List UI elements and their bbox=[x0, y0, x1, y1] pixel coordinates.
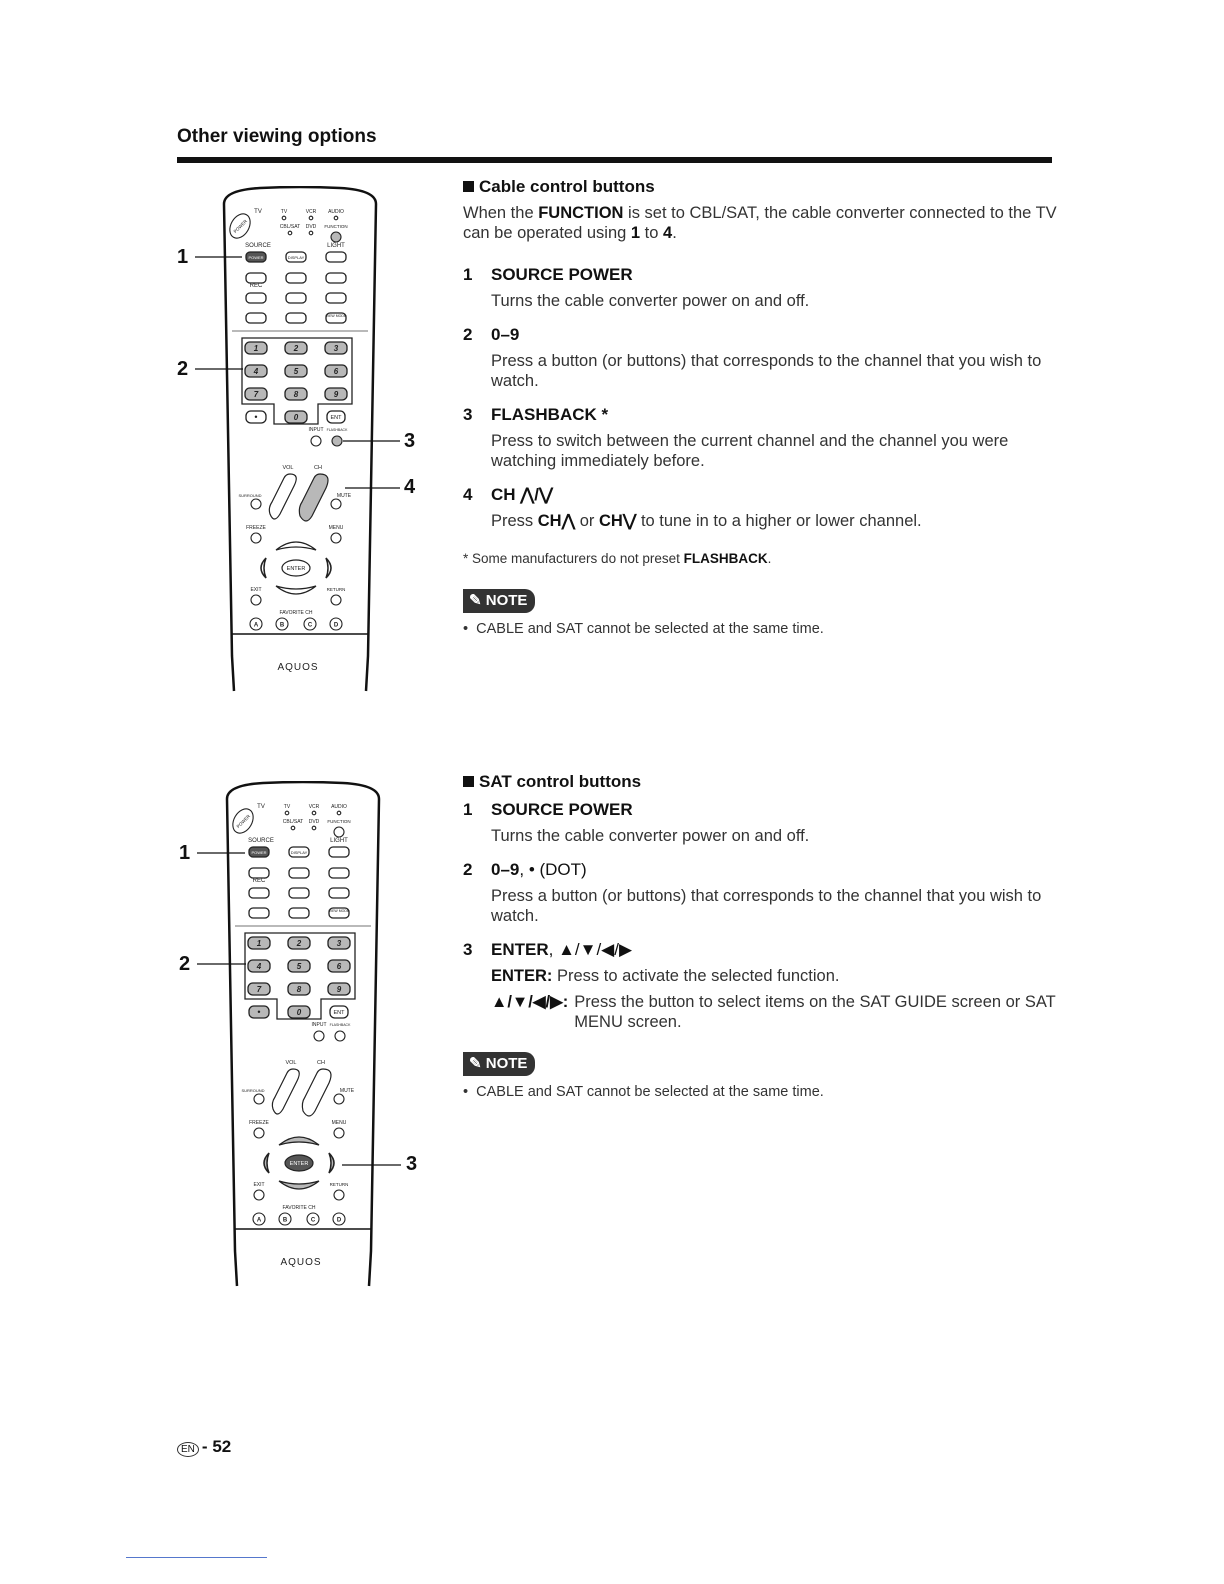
label-enter: ENTER bbox=[289, 1161, 309, 1167]
note-bullet: • CABLE and SAT cannot be selected at the same time. bbox=[463, 621, 824, 637]
digit-label: 6 bbox=[336, 962, 342, 971]
label-freeze: FREEZE bbox=[246, 525, 266, 531]
digit-label: 5 bbox=[296, 962, 302, 971]
dot-label: • bbox=[257, 1007, 261, 1017]
digit-label: 2 bbox=[293, 344, 299, 353]
label-surround: SURROUND bbox=[241, 1088, 265, 1093]
digit-label: 8 bbox=[293, 390, 299, 399]
label-source: SOURCE bbox=[248, 838, 274, 844]
callout-3: 3 bbox=[406, 1153, 418, 1175]
label-freeze: FREEZE bbox=[249, 1120, 269, 1126]
page-number: EN - 52 bbox=[177, 1437, 231, 1457]
callout-4: 4 bbox=[404, 476, 416, 498]
label-vol: VOL bbox=[285, 1060, 297, 1066]
sat-item-1: 1 SOURCE POWER Turns the cable converter power on and off. bbox=[463, 800, 810, 845]
label-ch: CH bbox=[314, 465, 322, 471]
digit-label: 4 bbox=[256, 962, 262, 971]
label-tv-function: TV bbox=[280, 209, 288, 215]
label-function: FUNCTION bbox=[324, 224, 348, 229]
label-input: INPUT bbox=[311, 1022, 327, 1028]
favorite-label: D bbox=[333, 622, 339, 629]
digit-label: 2 bbox=[296, 939, 302, 948]
dot-label: • bbox=[254, 412, 258, 422]
sat-item-3: 3 ENTER, ▲/▼/◀/▶ ENTER: Press to activate the selected function. ▲/▼/◀/▶: Press the button to select items on the SAT GUIDE screen or SAT MENU screen. bbox=[463, 940, 1056, 1031]
sat-section bbox=[463, 772, 1063, 1102]
ent-label: ENT bbox=[330, 415, 342, 421]
label-favorite-ch: FAVORITE CH bbox=[282, 1205, 316, 1211]
label-ch: CH bbox=[317, 1060, 325, 1066]
label-display: DISPLAY bbox=[287, 255, 305, 260]
favorite-label: C bbox=[310, 1217, 316, 1224]
label-mute: MUTE bbox=[339, 1088, 355, 1094]
label-tv-function: TV bbox=[283, 804, 291, 810]
cable-item-1: 1 SOURCE POWER Turns the cable converter power on and off. bbox=[463, 265, 810, 310]
callout-3: 3 bbox=[404, 430, 416, 452]
sat-item-2: 2 0–9, • (DOT) Press a button (or buttons) that corresponds to the channel that you wish to watch. bbox=[463, 860, 1042, 925]
note-bullet: • CABLE and SAT cannot be selected at the same time. bbox=[463, 1084, 824, 1100]
digit-label: 1 bbox=[253, 344, 259, 353]
digit-label: 3 bbox=[336, 939, 342, 948]
label-light: LIGHT bbox=[330, 838, 348, 844]
label-tv: TV bbox=[257, 804, 265, 810]
cable-intro: When the FUNCTION is set to CBL/SAT, the cable converter connected to the TV can be operated using 1 to 4. bbox=[463, 204, 1057, 242]
label-view-mode: VIEW MODE bbox=[325, 314, 347, 318]
label-power: POWER bbox=[232, 218, 249, 235]
digit-label: 8 bbox=[296, 985, 302, 994]
label-flashback: FLASHBACK bbox=[329, 1023, 351, 1027]
label-dvd: DVD bbox=[305, 224, 317, 230]
callout-1: 1 bbox=[177, 246, 189, 268]
label-light: LIGHT bbox=[327, 243, 345, 249]
label-source-power: POWER bbox=[248, 255, 264, 260]
label-surround: SURROUND bbox=[238, 493, 262, 498]
label-power: POWER bbox=[235, 813, 252, 830]
label-enter: ENTER bbox=[286, 566, 306, 572]
label-function: FUNCTION bbox=[327, 819, 351, 824]
label-input: INPUT bbox=[308, 427, 324, 433]
label-exit: EXIT bbox=[250, 587, 262, 593]
digit-label: 9 bbox=[336, 985, 342, 994]
cable-heading: Cable control buttons bbox=[479, 177, 655, 196]
paperclip-icon: ✎ bbox=[469, 592, 482, 609]
zero-label: 0 bbox=[293, 413, 299, 422]
label-return: RETURN bbox=[329, 1182, 349, 1187]
label-menu: MENU bbox=[328, 525, 344, 531]
callout-2: 2 bbox=[177, 358, 189, 380]
label-vcr: VCR bbox=[308, 804, 320, 810]
label-display: DISPLAY bbox=[290, 850, 308, 855]
digit-label: 3 bbox=[333, 344, 339, 353]
note-badge: ✎ NOTE bbox=[463, 1052, 535, 1076]
favorite-label: B bbox=[279, 622, 285, 629]
cable-item-3: 3 FLASHBACK * Press to switch between the current channel and the channel you were watching immediately before. bbox=[463, 405, 1009, 470]
favorite-label: B bbox=[282, 1217, 288, 1224]
page-title: Other viewing options bbox=[177, 126, 377, 147]
digit-label: 6 bbox=[333, 367, 339, 376]
label-rec: REC bbox=[252, 878, 266, 884]
sat-heading: SAT control buttons bbox=[479, 772, 642, 791]
digit-label: 1 bbox=[256, 939, 262, 948]
digit-label: 7 bbox=[256, 985, 262, 994]
digit-label: 7 bbox=[253, 390, 259, 399]
label-source: SOURCE bbox=[245, 243, 271, 249]
label-source-power: POWER bbox=[251, 850, 267, 855]
note-badge: ✎ NOTE bbox=[463, 589, 535, 613]
square-bullet-icon bbox=[463, 776, 474, 787]
label-cbl-sat: CBL/SAT bbox=[282, 819, 304, 825]
ent-label: ENT bbox=[333, 1010, 345, 1016]
brand-logo: AQUOS bbox=[280, 1257, 322, 1268]
favorite-label: A bbox=[253, 622, 259, 629]
favorite-label: D bbox=[336, 1217, 342, 1224]
label-return: RETURN bbox=[326, 587, 346, 592]
digit-label: 9 bbox=[333, 390, 339, 399]
label-menu: MENU bbox=[331, 1120, 347, 1126]
label-mute: MUTE bbox=[336, 493, 352, 499]
favorite-label: C bbox=[307, 622, 313, 629]
cable-item-2: 2 0–9 Press a button (or buttons) that corresponds to the channel that you wish to watch. bbox=[463, 325, 1042, 390]
label-audio: AUDIO bbox=[328, 209, 344, 215]
label-cbl-sat: CBL/SAT bbox=[279, 224, 301, 230]
paperclip-icon: ✎ bbox=[469, 1055, 482, 1072]
favorite-label: A bbox=[256, 1217, 262, 1224]
label-view-mode: VIEW MODE bbox=[328, 909, 350, 913]
cable-item-4: 4 CH ⋀/⋁ Press CH⋀ or CH⋁ to tune in to a higher or lower channel. bbox=[463, 485, 922, 530]
label-flashback: FLASHBACK bbox=[326, 428, 348, 432]
label-vol: VOL bbox=[282, 465, 294, 471]
callout-2: 2 bbox=[179, 953, 191, 975]
label-audio: AUDIO bbox=[331, 804, 347, 810]
label-tv: TV bbox=[254, 209, 262, 215]
cable-section bbox=[463, 177, 1063, 639]
square-bullet-icon bbox=[463, 181, 474, 192]
divider bbox=[126, 1557, 267, 1558]
label-favorite-ch: FAVORITE CH bbox=[279, 610, 313, 616]
footnote: * Some manufacturers do not preset FLASHBACK. bbox=[463, 551, 772, 566]
label-rec: REC bbox=[249, 283, 263, 289]
digit-label: 5 bbox=[293, 367, 299, 376]
label-vcr: VCR bbox=[305, 209, 317, 215]
digit-label: 4 bbox=[253, 367, 259, 376]
label-dvd: DVD bbox=[308, 819, 320, 825]
label-exit: EXIT bbox=[253, 1182, 265, 1188]
zero-label: 0 bbox=[296, 1008, 302, 1017]
callout-1: 1 bbox=[179, 842, 191, 864]
brand-logo: AQUOS bbox=[277, 662, 319, 673]
